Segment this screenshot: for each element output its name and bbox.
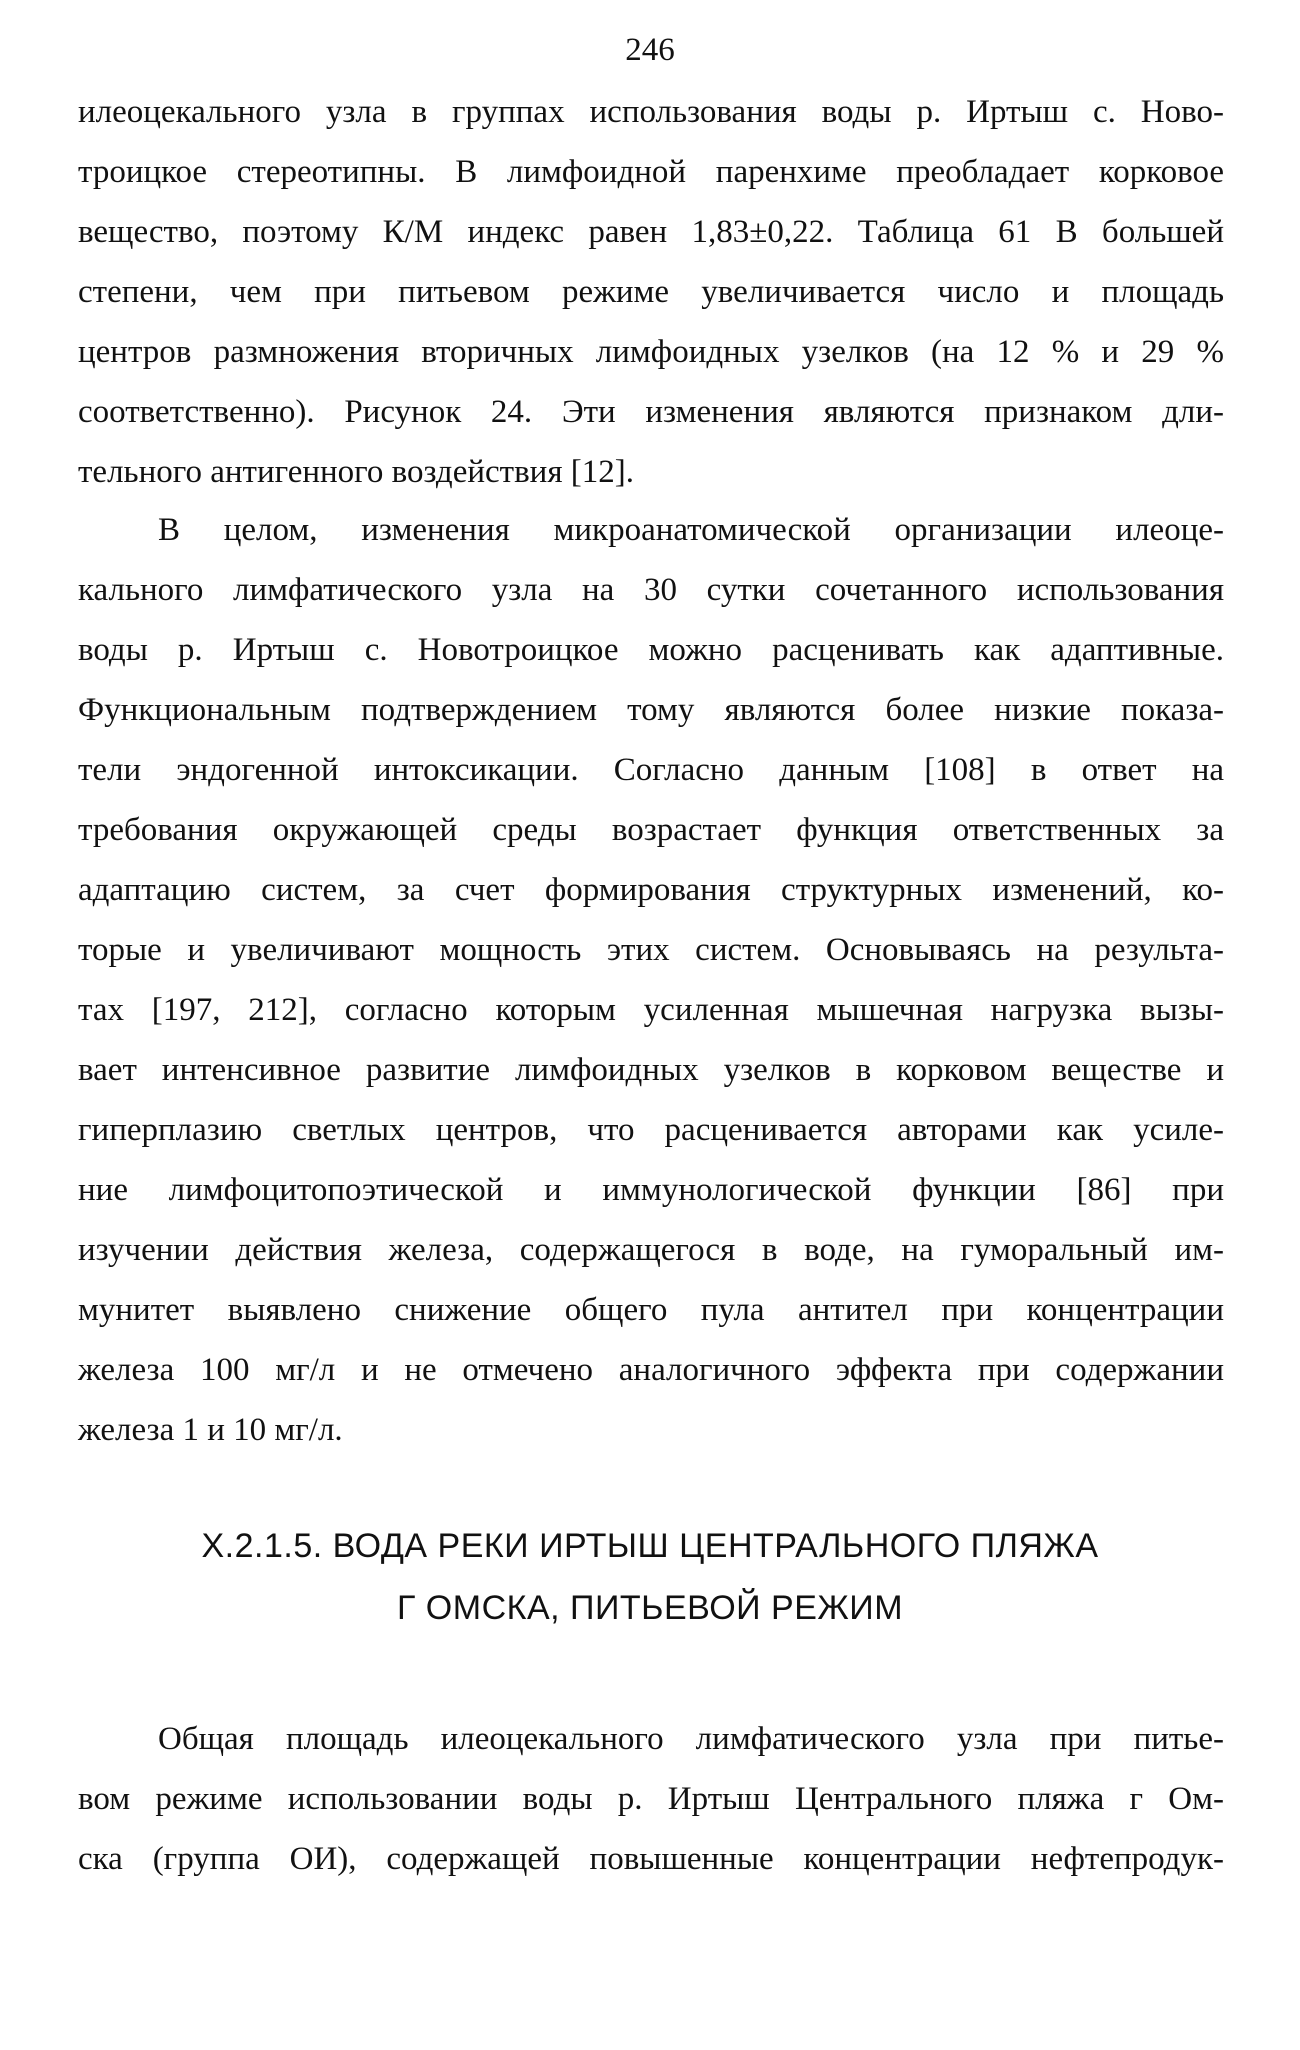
text-line: троицкое стереотипны. В лимфоидной паренхиме преобладает корковое [78, 154, 1224, 190]
text-line: изучении действия железа, содержащегося в воде, на гуморальный им- [78, 1232, 1224, 1268]
text-line: гиперплазию светлых центров, что расценивается авторами как усиле- [78, 1112, 1224, 1148]
text-line: вает интенсивное развитие лимфоидных узелков в корковом веществе и [78, 1052, 1224, 1088]
text-line: Функциональным подтверждением тому являются более низкие показа- [78, 692, 1224, 728]
text-line: степени, чем при питьевом режиме увеличивается число и площадь [78, 274, 1224, 310]
text-line: требования окружающей среды возрастает функция ответственных за [78, 812, 1224, 848]
text-line: железа 100 мг/л и не отмечено аналогичного эффекта при содержании [78, 1352, 1224, 1388]
text-line: тельного антигенного воздействия [12]. [78, 454, 634, 490]
text-line: В целом, изменения микроанатомической организации илеоце- [158, 512, 1224, 548]
section-heading-line: X.2.1.5. ВОДА РЕКИ ИРТЫШ ЦЕНТРАЛЬНОГО ПЛЯЖА [201, 1527, 1099, 1565]
text-line: мунитет выявлено снижение общего пула антител при концентрации [78, 1292, 1224, 1328]
text-line: ска (группа ОИ), содержащей повышенные концентрации нефтепродук- [78, 1841, 1224, 1877]
text-line: илеоцекального узла в группах использования воды р. Иртыш с. Ново- [78, 94, 1224, 130]
paragraph-3 [78, 1709, 1224, 1889]
text-line: вом режиме использовании воды р. Иртыш Центрального пляжа г Ом- [78, 1781, 1224, 1817]
section-heading [0, 1515, 1300, 1639]
text-line: адаптацию систем, за счет формирования структурных изменений, ко- [78, 872, 1224, 908]
text-line: воды р. Иртыш с. Новотроицкое можно расценивать как адаптивные. [78, 632, 1224, 668]
text-line: торые и увеличивают мощность этих систем. Основываясь на результа- [78, 932, 1224, 968]
text-line: вещество, поэтому К/М индекс равен 1,83±0,22. Таблица 61 В большей [78, 214, 1224, 250]
text-line: Общая площадь илеоцекального лимфатического узла при питье- [158, 1721, 1224, 1757]
paragraph-1 [78, 82, 1224, 502]
text-line: ние лимфоцитопоэтической и иммунологической функции [86] при [78, 1172, 1224, 1208]
page-number: 246 [625, 32, 675, 68]
paragraph-2 [78, 500, 1224, 1460]
text-line: кального лимфатического узла на 30 сутки сочетанного использования [78, 572, 1224, 608]
text-line: тах [197, 212], согласно которым усиленная мышечная нагрузка вызы- [78, 992, 1224, 1028]
text-line: железа 1 и 10 мг/л. [78, 1412, 343, 1448]
text-line: центров размножения вторичных лимфоидных узелков (на 12 % и 29 % [78, 334, 1224, 370]
section-heading-line: Г ОМСКА, ПИТЬЕВОЙ РЕЖИМ [396, 1589, 904, 1627]
text-line: соответственно). Рисунок 24. Эти изменения являются признаком дли- [78, 394, 1224, 430]
text-line: тели эндогенной интоксикации. Согласно данным [108] в ответ на [78, 752, 1224, 788]
